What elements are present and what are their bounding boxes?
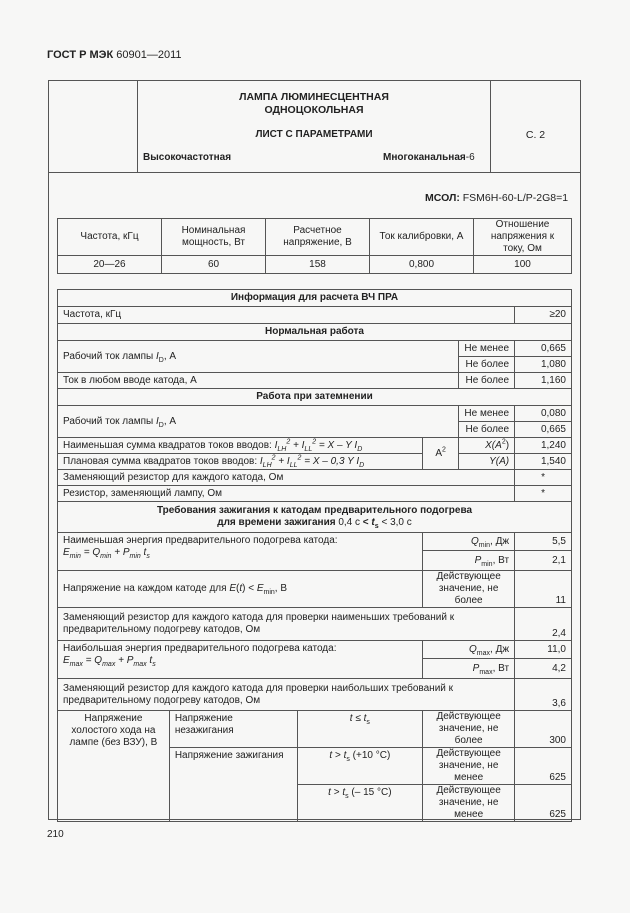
params-table [57, 218, 572, 274]
section-title: Работа при затемнении [58, 389, 572, 406]
cell-value: 60 [162, 256, 266, 274]
lamp-title [138, 91, 490, 117]
row [58, 608, 572, 641]
value: 625 [515, 748, 572, 785]
col-header: Расчетное напряжение, В [266, 219, 370, 256]
symbol: $P_{min}$, Вт [423, 551, 515, 571]
cell-value: 0,800 [370, 256, 474, 274]
value: 0,080 [515, 406, 572, 422]
label: Напряжение зажигания [169, 748, 297, 822]
type-multi-label: Многоканальная [383, 152, 466, 163]
limit: Действующее значение, не более [423, 711, 515, 748]
params-header-row [58, 219, 572, 256]
value: 11 [515, 571, 572, 608]
row [58, 679, 572, 711]
value: 0,665 [515, 341, 572, 357]
symbol: Y(A) [459, 454, 515, 470]
ballast-table [57, 289, 572, 822]
condition: $t > t_s$ (– 15 °C) [297, 785, 423, 822]
row [58, 533, 572, 551]
label-text: Рабочий ток лампы [63, 415, 154, 427]
standard-prefix: ГОСТ Р МЭК [47, 49, 114, 61]
label: Напряжение на каждом катоде для $E(t) < E_{min}$, В [58, 571, 423, 608]
title-part: 0,4 с [338, 517, 361, 528]
row [58, 324, 572, 341]
label: Рабочий ток лампы $I_D$, А [58, 341, 459, 373]
label: Заменяющий резистор для каждого катода для проверки наибольших требований к предварительному подогреву катодов, Ом [58, 679, 515, 711]
col-header: Номинальная мощность, Вт [162, 219, 266, 256]
value: 300 [515, 711, 572, 748]
unit: , Вт [492, 554, 510, 566]
label: Наименьшая сумма квадратов токов вводов: $I_{LH}^2 + I_{LL}^2 = X - Y$ $I_D$ [58, 438, 423, 454]
label-text: Наименьшая сумма квадратов токов вводов: [63, 439, 272, 451]
label: Напряжение холостого хода на лампе (без ВЗУ), В [58, 711, 170, 822]
header-divider [48, 172, 581, 173]
symbol: $Q_{min}$, Дж [423, 533, 515, 551]
header-left-cell [48, 80, 138, 173]
unit: A [435, 447, 443, 459]
label: Ток в любом вводе катода, А [58, 373, 459, 389]
condition: $t \le t_s$ [297, 711, 423, 748]
value: * [515, 470, 572, 486]
label: Наименьшая энергия предварительного подогрева катода: $E_{min} = Q_{min} + P_{min}$ $t_s$ [58, 533, 423, 571]
page-label: С. 2 [525, 129, 546, 141]
label-text: Наибольшая энергия предварительного подогрева катода: [63, 643, 337, 654]
label: Заменяющий резистор для каждого катода для проверки наименьших требований к предварительному подогреву катодов, Ом [58, 608, 515, 641]
unit: , А [163, 350, 177, 362]
value: 4,2 [515, 659, 572, 679]
row [58, 290, 572, 307]
label: Резистор, заменяющий лампу, Ом [58, 486, 515, 502]
value: 625 [515, 785, 572, 822]
limit: Действующее значение, не более [423, 571, 515, 608]
section-title: Нормальная работа [58, 324, 572, 341]
iec-label: МСОЛ: [425, 192, 460, 204]
label-text: Плановая сумма квадратов токов вводов: [63, 455, 258, 467]
title-line-1: ЛАМПА ЛЮМИНЕСЦЕНТНАЯ [239, 91, 389, 103]
standard-id [47, 49, 182, 61]
cell-value: 20—26 [58, 256, 162, 274]
value: 3,6 [515, 679, 572, 711]
value: 2,1 [515, 551, 572, 571]
header-right-cell [490, 80, 581, 173]
row [58, 502, 572, 533]
row [58, 406, 572, 422]
row [58, 571, 572, 608]
label: Наибольшая энергия предварительного подогрева катода: $E_{max} = Q_{max} + P_{max}$ $t_s$ [58, 641, 423, 679]
condition-text: (+10 °C) [352, 750, 391, 761]
col-header: Частота, кГц [58, 219, 162, 256]
label: Рабочий ток лампы $I_D$, А [58, 406, 459, 438]
label-text: Рабочий ток лампы [63, 350, 154, 362]
cell-value: 158 [266, 256, 370, 274]
page-number: 210 [47, 829, 64, 840]
section-title: Требования зажигания к катодам предварительного подогрева для времени зажигания 0,4 $с < t_s < 3,0$ с [58, 502, 572, 533]
row [58, 470, 572, 486]
condition-text: (– 15 °C) [351, 787, 392, 798]
iec-code: FSM6H-60-L/P-2G8=1 [462, 192, 569, 204]
col-header: Ток калибровки, А [370, 219, 474, 256]
limit: Не менее [459, 341, 515, 357]
limit: Действующее значение, не менее [423, 785, 515, 822]
label: Плановая сумма квадратов токов вводов: $I_{LH}^2 + I_{LL}^2 = X - 0,3$ Y $I_D$ [58, 454, 423, 470]
value: 2,4 [515, 608, 572, 641]
row [58, 641, 572, 659]
value: ≥20 [515, 307, 572, 324]
unit: , Дж [490, 643, 510, 655]
label-text: Напряжение на каждом катоде для [63, 583, 227, 594]
symbol: $X(A^2)$ [459, 438, 515, 454]
symbol: $Q_{max}$, Дж [423, 641, 515, 659]
unit-a2: $A^2$ [423, 438, 459, 470]
label: Напряжение незажигания [169, 711, 297, 748]
value: 1,540 [515, 454, 572, 470]
col-header: Отношение напряжения к току, Ом [474, 219, 572, 256]
value: * [515, 486, 572, 502]
title-line: Требования зажигания к катодам предварительного подогрева [156, 505, 473, 516]
value: 1,240 [515, 438, 572, 454]
cell-value: 100 [474, 256, 572, 274]
standard-number: 60901—2011 [116, 49, 182, 61]
unit: , Вт [492, 662, 510, 674]
row [58, 373, 572, 389]
condition: $t > t_s$ (+10 °C) [297, 748, 423, 785]
section-title: Информация для расчета ВЧ ПРА [58, 290, 572, 307]
sheet-title: ЛИСТ С ПАРАМЕТРАМИ [255, 129, 373, 140]
unit: , Дж [490, 535, 510, 547]
value: 1,160 [515, 373, 572, 389]
row [58, 307, 572, 324]
row [58, 711, 572, 748]
value: 1,080 [515, 357, 572, 373]
type-multi [383, 152, 475, 163]
label-text: Наименьшая энергия предварительного подогрева катода: [63, 535, 338, 546]
title-line-2: ОДНОЦОКОЛЬНАЯ [264, 104, 364, 116]
label: Заменяющий резистор для каждого катода, Ом [58, 470, 515, 486]
limit: Действующее значение, не менее [423, 748, 515, 785]
limit: Не более [459, 357, 515, 373]
type-multi-num: -6 [465, 152, 475, 163]
row [58, 454, 572, 470]
title-part: < 3,0 с [381, 517, 412, 528]
symbol: $P_{max}$, Вт [423, 659, 515, 679]
limit: Не менее [459, 406, 515, 422]
unit: , А [163, 415, 177, 427]
symbol-text: X(A [485, 439, 502, 451]
row [58, 438, 572, 454]
value: 0,665 [515, 422, 572, 438]
limit: Не более [459, 422, 515, 438]
unit: , В [274, 583, 288, 594]
type-hf: Высокочастотная [143, 152, 232, 163]
row [58, 341, 572, 357]
row [58, 389, 572, 406]
title-part: для времени зажигания [217, 517, 336, 528]
value: 5,5 [515, 533, 572, 551]
limit: Не более [459, 373, 515, 389]
params-value-row [58, 256, 572, 274]
iec-designation [425, 192, 568, 204]
value: 11,0 [515, 641, 572, 659]
row [58, 486, 572, 502]
label: Частота, кГц [58, 307, 515, 324]
